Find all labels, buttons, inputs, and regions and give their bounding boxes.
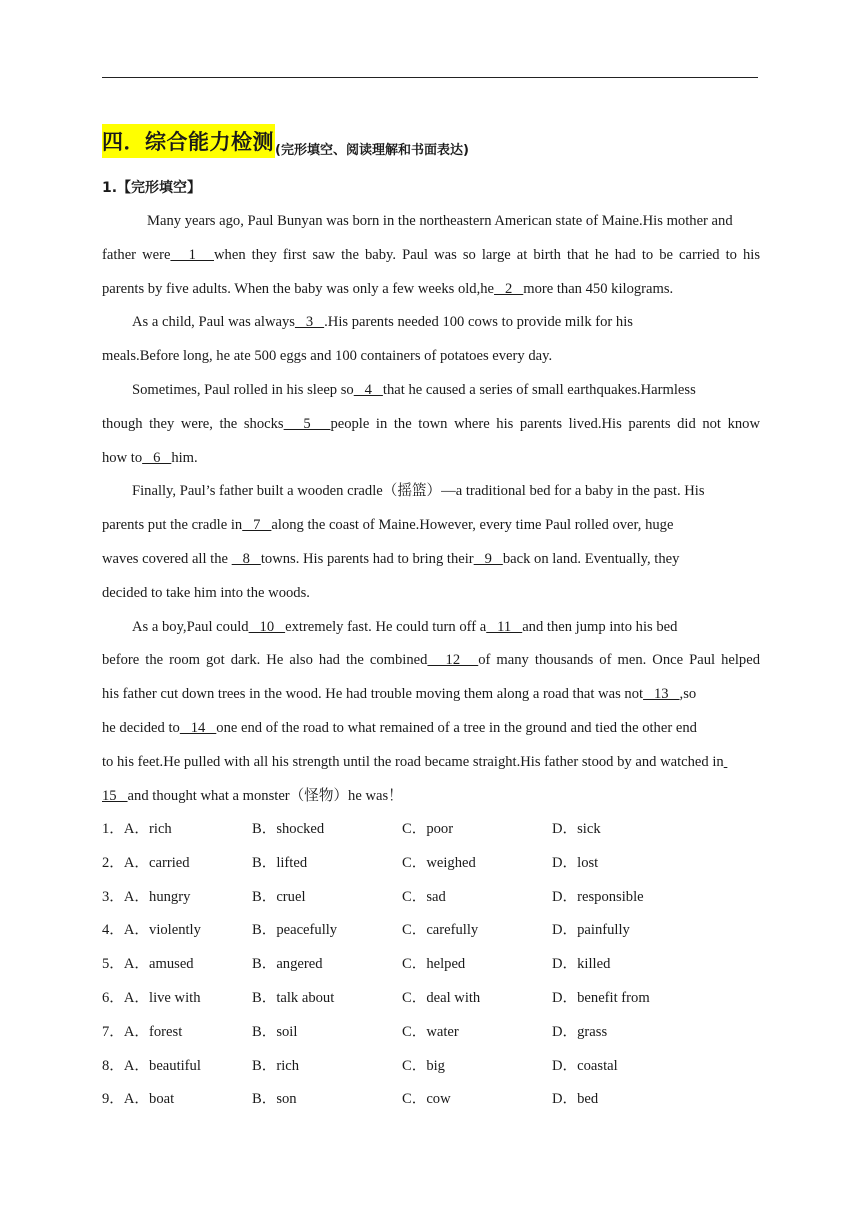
option-choice: B．lifted bbox=[252, 854, 308, 871]
option-choice: C．poor bbox=[402, 821, 454, 837]
blank: 4 bbox=[353, 381, 383, 398]
option-choice: 5．A．amused bbox=[102, 956, 194, 973]
blank: 15 bbox=[102, 787, 128, 804]
section-title: 四．综合能力检测 bbox=[102, 124, 275, 158]
option-choice: C．deal with bbox=[402, 989, 481, 1006]
passage-line: his father cut down trees in the wood. He had trouble moving them along a road that was not 13 ,so bbox=[102, 686, 697, 703]
blank: 2 bbox=[494, 280, 524, 297]
blank: 1 bbox=[170, 246, 214, 263]
passage-line: Many years ago, Paul Bunyan was born in the northeastern American state of Maine.His mother and bbox=[147, 213, 733, 229]
option-choice: B．angered bbox=[252, 956, 323, 973]
passage-line: Sometimes, Paul rolled in his sleep so 4 that he caused a series of small earthquakes.Harmless bbox=[132, 381, 696, 398]
blank: 7 bbox=[242, 517, 272, 534]
blank: 6 bbox=[142, 449, 172, 466]
option-choice: C．helped bbox=[402, 956, 466, 973]
option-choice: 6．A．live with bbox=[102, 989, 201, 1006]
blank: 9 bbox=[473, 550, 503, 567]
blank: 8 bbox=[231, 550, 261, 567]
option-choice: D．coastal bbox=[552, 1057, 618, 1074]
passage-line: Finally, Paul’s father built a wooden cradle（摇篮）—a traditional bed for a baby in the past. His bbox=[132, 483, 705, 500]
passage-line: how to 6 him. bbox=[102, 449, 198, 466]
section-subtitle: (完形填空、阅读理解和书面表达) bbox=[275, 143, 469, 158]
option-choice: D．painfully bbox=[552, 922, 630, 939]
option-choice: 9．A．boat bbox=[102, 1091, 175, 1108]
option-choice: C．carefully bbox=[402, 922, 479, 939]
section-heading bbox=[102, 124, 469, 158]
passage-line: though they were, the shocks 5 people in the town where his parents lived.His parents did not know bbox=[102, 415, 760, 432]
option-choice: 3．A．hungry bbox=[102, 888, 191, 905]
option-choice: D．grass bbox=[552, 1023, 608, 1040]
passage-line: decided to take him into the woods. bbox=[102, 584, 310, 601]
option-choice: D．sick bbox=[552, 821, 601, 837]
option-choice: C．big bbox=[402, 1057, 445, 1074]
header-rule bbox=[102, 77, 758, 78]
option-choice: 8．A．beautiful bbox=[102, 1057, 201, 1074]
passage-line: father were 1 when they first saw the baby. Paul was so large at birth that he had to be carried to his bbox=[102, 246, 761, 263]
blank: 3 bbox=[294, 314, 325, 331]
blank: 12 bbox=[427, 652, 479, 669]
option-choice: B．rich bbox=[252, 1057, 300, 1074]
option-choice: C．cow bbox=[402, 1091, 451, 1108]
option-choice: B．son bbox=[252, 1091, 297, 1108]
blank: 11 bbox=[486, 618, 523, 635]
option-choice: C．water bbox=[402, 1023, 459, 1040]
passage-line: As a child, Paul was always 3 .His parents needed 100 cows to provide milk for his bbox=[132, 314, 633, 331]
option-choice: D．killed bbox=[552, 956, 611, 973]
option-choice: B．soil bbox=[252, 1023, 298, 1040]
cloze-passage bbox=[102, 205, 760, 813]
option-choice: B．peacefully bbox=[252, 922, 338, 939]
passage-line: As a boy,Paul could 10 extremely fast. He could turn off a 11 and then jump into his bed bbox=[132, 618, 678, 635]
blank: 5 bbox=[283, 415, 331, 432]
passage-line: 15 and thought what a monster（怪物）he was！ bbox=[102, 787, 403, 804]
option-choice: 7．A．forest bbox=[102, 1023, 183, 1040]
passage-line: waves covered all the 8 towns. His parents had to bring their 9 back on land. Eventually, they bbox=[102, 550, 680, 567]
option-choice: B．shocked bbox=[252, 821, 325, 837]
option-choice: 2．A．carried bbox=[102, 854, 190, 871]
blank: 14 bbox=[179, 719, 217, 736]
option-choice: B．cruel bbox=[252, 888, 306, 905]
passage-line: before the room got dark. He also had the combined 12 of many thousands of men. Once Paul helped bbox=[102, 652, 760, 669]
passage-line: to his feet.He pulled with all his strength until the road became straight.His father stood by and watched in bbox=[102, 746, 760, 780]
option-choice: C．sad bbox=[402, 888, 446, 905]
option-choice: C．weighed bbox=[402, 854, 476, 871]
blank: 10 bbox=[248, 618, 286, 635]
passage-line: meals.Before long, he ate 500 eggs and 100 containers of potatoes every day. bbox=[102, 348, 553, 365]
option-choice: D．lost bbox=[552, 854, 599, 871]
option-choice: 4．A．violently bbox=[102, 922, 201, 939]
option-choice: D．responsible bbox=[552, 888, 644, 905]
blank bbox=[724, 754, 728, 770]
option-choice: B．talk about bbox=[252, 989, 335, 1006]
blank: 13 bbox=[643, 686, 680, 703]
option-choice: D．bed bbox=[552, 1091, 599, 1108]
passage-line: parents by five adults. When the baby was only a few weeks old,he 2 more than 450 kilograms. bbox=[102, 280, 674, 297]
question-heading: 1.【完形填空】 bbox=[102, 180, 202, 196]
option-choice: D．benefit from bbox=[552, 989, 650, 1006]
passage-line: he decided to 14 one end of the road to what remained of a tree in the ground and tied the other end bbox=[102, 719, 697, 736]
option-choice: 1．A．rich bbox=[102, 821, 172, 837]
passage-line: parents put the cradle in 7 along the coast of Maine.However, every time Paul rolled over, huge bbox=[102, 517, 674, 534]
